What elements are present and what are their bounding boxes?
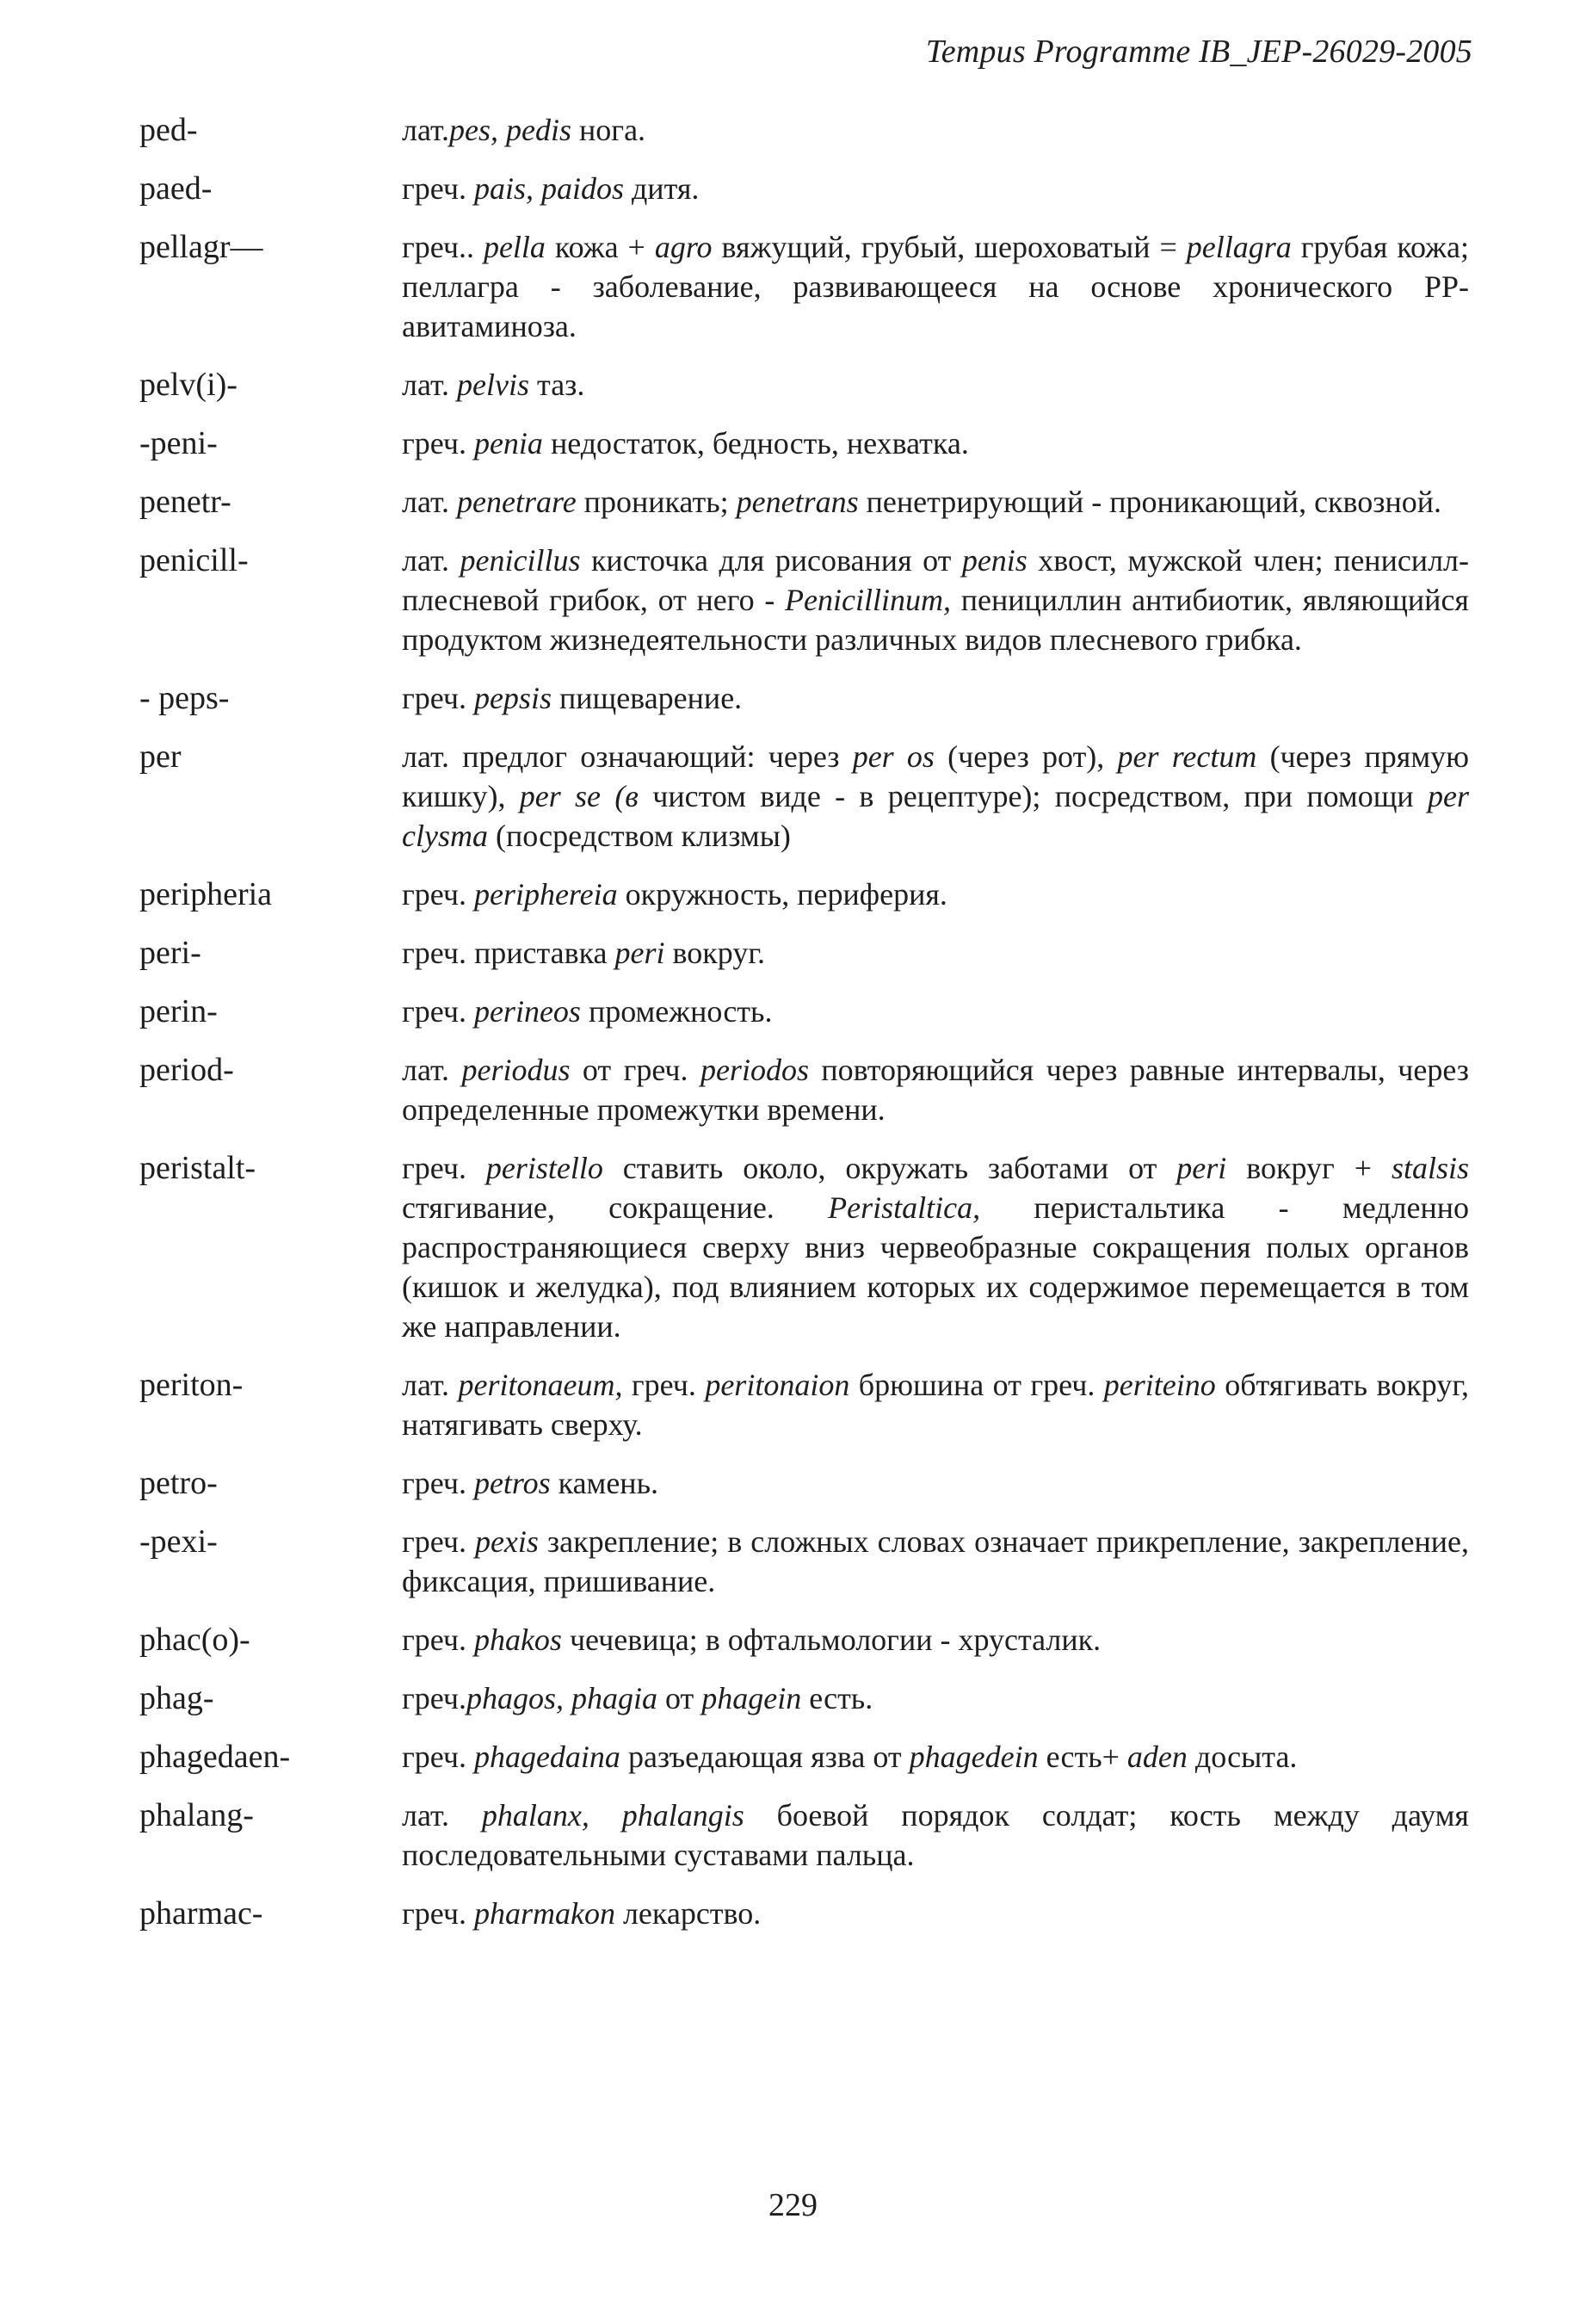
- definition-italic-text: pellagra: [1186, 230, 1292, 264]
- definition-italic-text: peritonaion: [705, 1368, 850, 1402]
- definition-italic-text: phagedaina: [473, 1740, 620, 1774]
- entry-definition: [402, 365, 1469, 405]
- entry-term: per: [139, 739, 182, 775]
- definition-italic-text: periphereia: [473, 877, 618, 912]
- definition-text: греч.: [622, 1368, 706, 1402]
- definition-text: кисточка для рисования от: [580, 543, 962, 578]
- definition-text: дитя.: [623, 171, 700, 206]
- definition-text: лат.: [402, 543, 460, 578]
- definition-italic-text: peri: [614, 936, 665, 970]
- definition-text: лат.: [402, 1053, 462, 1087]
- entry-definition: [402, 1463, 1469, 1503]
- definition-text: брюшина от греч.: [849, 1368, 1104, 1402]
- definition-italic-text: penicillus: [460, 543, 581, 578]
- definition-text: пищеварение.: [551, 681, 743, 715]
- definition-text: недостаток, бедность, нехватка.: [542, 426, 969, 460]
- definition-text: разъедающая язва от: [620, 1740, 910, 1774]
- page-number: 229: [768, 2187, 818, 2223]
- definition-text: лат.: [402, 485, 458, 519]
- glossary-entry: [139, 169, 1469, 208]
- definition-text: греч..: [402, 230, 484, 264]
- entry-definition: [402, 1796, 1469, 1875]
- definition-text: грубая кожа; пеллагра - заболевание, развивающееся на основе хронического РР- авитаминоза.: [402, 230, 1470, 343]
- definition-text: промежность.: [580, 994, 773, 1029]
- definition-italic-text: pes, pedis: [449, 113, 572, 147]
- entry-term: pelv(i)-: [139, 367, 238, 403]
- entry-term: periton-: [139, 1367, 244, 1403]
- glossary-entry: [139, 541, 1469, 659]
- definition-italic-text: per rectum: [1117, 739, 1257, 774]
- definition-italic-text: perineos: [473, 994, 581, 1029]
- glossary-entry: [139, 227, 1469, 346]
- entry-definition: [402, 678, 1469, 718]
- glossary-entry: [139, 1463, 1469, 1503]
- definition-italic-text: phakos: [473, 1622, 562, 1657]
- running-header: Tempus Programme IB_JEP-26029-2005: [925, 34, 1472, 70]
- definition-italic-text: phalanx, phalangis: [481, 1798, 744, 1833]
- entry-term: phalang-: [139, 1797, 254, 1833]
- definition-italic-text: pais, paidos: [473, 171, 624, 206]
- definition-text: обтягивать вокруг, натягивать сверху.: [402, 1368, 1470, 1442]
- definition-text: греч.: [402, 681, 474, 715]
- definition-text: греч.: [402, 171, 474, 206]
- definition-text: перистальтика - медленно распространяющиеся сверху вниз червеобразные сокращения полых органов (кишок и желудка), под влиянием которых их содержимое перемещается в том же направлении.: [402, 1190, 1469, 1344]
- definition-italic-text: penis: [961, 543, 1028, 578]
- entry-term: - peps-: [139, 680, 230, 716]
- definition-text: греч.: [402, 1466, 474, 1500]
- definition-text: греч.: [402, 877, 474, 912]
- definition-text: пенетрирующий - проникающий, сквозной.: [858, 485, 1442, 519]
- definition-italic-text: phagos, phagia: [466, 1681, 657, 1715]
- definition-text: от греч.: [570, 1053, 700, 1087]
- definition-italic-text: periodos: [700, 1053, 809, 1087]
- entry-definition: [402, 541, 1469, 659]
- entry-definition: [402, 110, 1469, 150]
- glossary-entry: [139, 1522, 1469, 1601]
- entry-term: -pexi-: [139, 1524, 218, 1560]
- glossary-entry: [139, 678, 1469, 718]
- entry-term: phagedaen-: [139, 1739, 291, 1775]
- entry-definition: [402, 992, 1469, 1031]
- definition-text: (посредством клизмы): [487, 819, 791, 853]
- definition-text: закрепление; в сложных словах означает прикрепление, закрепление, фиксация, пришивание.: [402, 1524, 1469, 1598]
- glossary-entry: [139, 1620, 1469, 1660]
- entry-definition: [402, 1678, 1469, 1718]
- definition-text: повторяющийся через равные интервалы, через определенные промежутки времени.: [402, 1053, 1469, 1127]
- definition-italic-text: per clysma: [402, 779, 1469, 853]
- definition-text: есть.: [801, 1681, 873, 1715]
- glossary-entry: [139, 992, 1469, 1031]
- entry-definition: [402, 423, 1469, 463]
- definition-text: лат.: [402, 113, 450, 147]
- entry-definition: [402, 1365, 1469, 1444]
- definition-italic-text: peritonaeum,: [458, 1368, 623, 1402]
- entry-definition: [402, 169, 1469, 208]
- definition-text: вокруг +: [1226, 1151, 1392, 1185]
- entry-definition: [402, 482, 1469, 522]
- definition-italic-text: agro: [654, 230, 713, 264]
- definition-text: боевой порядок солдат; кость между даумя последовательными суставами пальца.: [402, 1798, 1469, 1872]
- definition-text: греч.: [402, 1681, 466, 1715]
- entry-term: peri-: [139, 935, 201, 971]
- entry-term: penicill-: [139, 542, 249, 578]
- entry-term: -peni-: [139, 425, 218, 461]
- entry-term: peristalt-: [139, 1150, 256, 1186]
- definition-italic-text: penetrare: [457, 485, 577, 519]
- definition-text: проникать;: [576, 485, 737, 519]
- definition-italic-text: peristello: [485, 1151, 603, 1185]
- entry-definition: [402, 1050, 1469, 1129]
- definition-text: камень.: [550, 1466, 658, 1500]
- glossary-entry: [139, 875, 1469, 914]
- definition-text: лат.: [402, 368, 458, 402]
- definition-text: досыта.: [1187, 1740, 1298, 1774]
- entry-term: petro-: [139, 1465, 218, 1501]
- glossary-entry: [139, 737, 1469, 856]
- definition-italic-text: Penicillinum,: [785, 583, 951, 617]
- glossary-entry: [139, 1894, 1469, 1933]
- entry-definition: [402, 875, 1469, 914]
- definition-italic-text: phagedein: [909, 1740, 1039, 1774]
- entry-definition: [402, 1737, 1469, 1777]
- definition-text: лат.: [402, 1798, 482, 1833]
- definition-text: чечевица; в офтальмологии - хрусталик.: [561, 1622, 1102, 1657]
- definition-italic-text: petros: [473, 1466, 551, 1500]
- glossary-entries: [139, 110, 1469, 1952]
- definition-text: от: [657, 1681, 702, 1715]
- entry-term: pellagr—: [139, 229, 263, 265]
- definition-text: таз.: [529, 368, 585, 402]
- definition-text: греч.: [402, 994, 474, 1029]
- definition-text: (через рот),: [934, 739, 1118, 774]
- glossary-entry: [139, 1365, 1469, 1444]
- definition-italic-text: penia: [473, 426, 543, 460]
- definition-text: окружность, периферия.: [617, 877, 947, 912]
- entry-term: ped-: [139, 112, 198, 148]
- definition-text: вяжущий, грубый, шероховатый =: [712, 230, 1187, 264]
- definition-italic-text: pella: [483, 230, 546, 264]
- definition-text: нога.: [571, 113, 646, 147]
- entry-term: period-: [139, 1052, 234, 1088]
- definition-text: стягивание, сокращение.: [402, 1190, 829, 1225]
- definition-text: вокруг.: [664, 936, 766, 970]
- glossary-entry: [139, 482, 1469, 522]
- entry-term: paed-: [139, 170, 213, 207]
- entry-definition: [402, 1522, 1469, 1601]
- glossary-entry: [139, 933, 1469, 973]
- glossary-entry: [139, 110, 1469, 150]
- definition-italic-text: Peristaltica,: [828, 1190, 981, 1225]
- definition-text: кожа +: [545, 230, 655, 264]
- definition-italic-text: pepsis: [473, 681, 552, 715]
- definition-text: лат. предлог означающий: через: [402, 739, 853, 774]
- definition-text: греч.: [402, 1151, 486, 1185]
- definition-text: пенициллин антибиотик, являющийся продуктом жизнедеятельности различных видов плесневого грибка.: [402, 583, 1469, 657]
- entry-term: phag-: [139, 1680, 214, 1716]
- glossary-entry: [139, 365, 1469, 405]
- definition-italic-text: aden: [1126, 1740, 1188, 1774]
- definition-italic-text: peri: [1176, 1151, 1227, 1185]
- definition-italic-text: pexis: [474, 1524, 539, 1559]
- definition-italic-text: penetrans: [736, 485, 859, 519]
- entry-term: perin-: [139, 993, 218, 1029]
- definition-text: хвост, мужской член; пенисилл- плесневой грибок, от него -: [402, 543, 1469, 617]
- definition-italic-text: pharmakon: [473, 1896, 615, 1931]
- entry-definition: [402, 1620, 1469, 1660]
- entry-definition: [402, 1894, 1469, 1933]
- definition-text: чистом виде - в рецептуре); посредством, при помощи: [638, 779, 1428, 813]
- definition-text: греч. приставка: [402, 936, 615, 970]
- definition-text: ставить около, окружать заботами от: [602, 1151, 1177, 1185]
- definition-italic-text: per se (в: [519, 779, 639, 813]
- glossary-entry: [139, 1737, 1469, 1777]
- entry-definition: [402, 1148, 1469, 1346]
- entry-term: penetr-: [139, 484, 231, 520]
- definition-text: (через прямую кишку),: [402, 739, 1469, 813]
- definition-text: греч.: [402, 1524, 475, 1559]
- glossary-entry: [139, 423, 1469, 463]
- definition-text: греч.: [402, 1896, 474, 1931]
- definition-italic-text: per os: [852, 739, 935, 774]
- definition-italic-text: periteino: [1103, 1368, 1216, 1402]
- definition-text: есть+: [1038, 1740, 1127, 1774]
- definition-italic-text: stalsis: [1391, 1151, 1469, 1185]
- definition-text: греч.: [402, 426, 474, 460]
- definition-text: лекарство.: [614, 1896, 762, 1931]
- definition-text: греч.: [402, 1622, 474, 1657]
- definition-text: лат.: [402, 1368, 459, 1402]
- entry-term: peripheria: [139, 876, 273, 912]
- glossary-entry: [139, 1050, 1469, 1129]
- entry-term: pharmac-: [139, 1895, 263, 1932]
- definition-italic-text: phagein: [701, 1681, 802, 1715]
- entry-definition: [402, 737, 1469, 856]
- entry-term: phac(o)-: [139, 1622, 250, 1658]
- glossary-entry: [139, 1796, 1469, 1875]
- entry-definition: [402, 227, 1469, 346]
- entry-definition: [402, 933, 1469, 973]
- definition-text: греч.: [402, 1740, 474, 1774]
- definition-italic-text: pelvis: [457, 368, 530, 402]
- definition-italic-text: periodus: [461, 1053, 571, 1087]
- glossary-entry: [139, 1148, 1469, 1346]
- glossary-entry: [139, 1678, 1469, 1718]
